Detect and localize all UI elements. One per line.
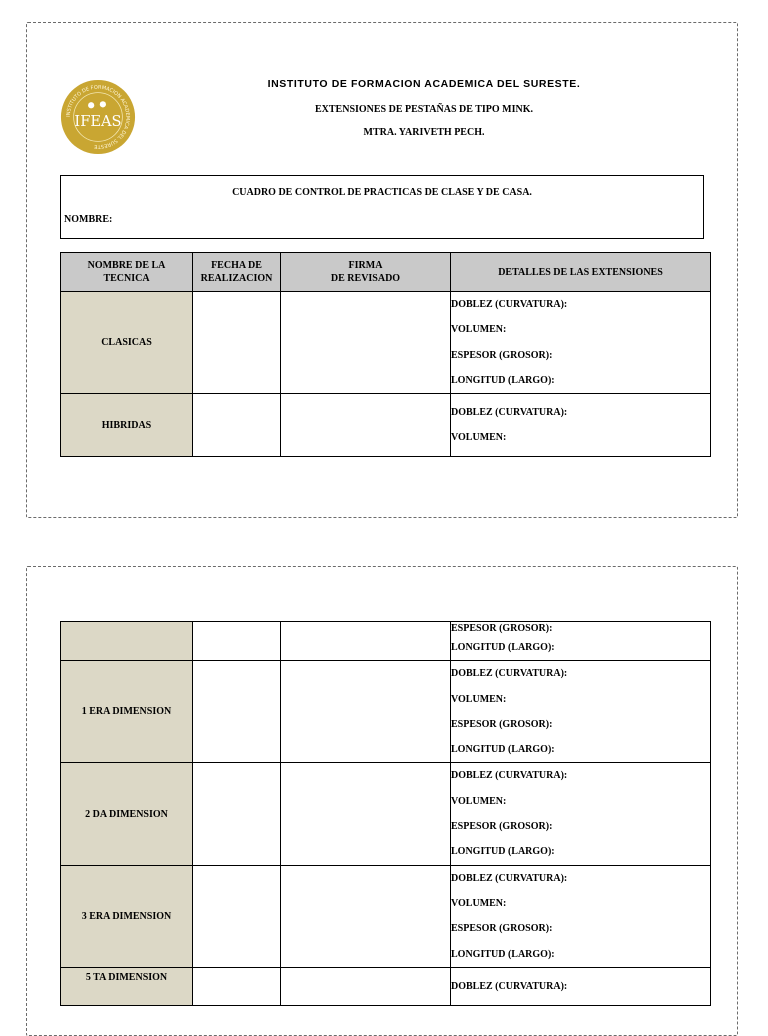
- control-title: CUADRO DE CONTROL DE PRACTICAS DE CLASE Y DE CASA.: [232, 187, 532, 198]
- table-row: [61, 967, 711, 1005]
- detail-line: DOBLEZ (CURVATURA):: [451, 668, 568, 680]
- signature-cell[interactable]: [281, 292, 451, 394]
- date-cell[interactable]: [193, 292, 281, 394]
- control-box: [60, 175, 704, 239]
- institute-title: INSTITUTO DE FORMACION ACADEMICA DEL SURESTE.: [267, 78, 581, 90]
- name-label: NOMBRE:: [64, 214, 113, 225]
- practice-table-page-1: [60, 252, 711, 457]
- detail-line: ESPESOR (GROSOR):: [451, 923, 553, 935]
- detail-line: VOLUMEN:: [451, 897, 507, 909]
- details-cell: [451, 967, 711, 1005]
- signature-cell[interactable]: [281, 967, 451, 1005]
- signature-cell[interactable]: [281, 865, 451, 967]
- logo-text: IFEAS: [74, 112, 122, 130]
- header-details: DETALLES DE LAS EXTENSIONES: [451, 253, 711, 292]
- detail-line: VOLUMEN:: [451, 693, 507, 705]
- table-row: [61, 292, 711, 394]
- detail-line: DOBLEZ (CURVATURA):: [451, 872, 568, 884]
- table-row: [61, 622, 711, 661]
- table-row: [61, 661, 711, 763]
- practice-table-page-2: [60, 621, 711, 1006]
- detail-line: LONGITUD (LARGO):: [451, 642, 555, 653]
- technique-cell: HIBRIDAS: [61, 394, 193, 457]
- header-technique: NOMBRE DE LA TECNICA: [61, 253, 193, 292]
- details-cell: [451, 292, 711, 394]
- detail-line: ESPESOR (GROSOR):: [451, 349, 553, 361]
- details-cell: [451, 763, 711, 865]
- detail-line: LONGITUD (LARGO):: [451, 846, 555, 858]
- detail-line: DOBLEZ (CURVATURA):: [451, 299, 568, 310]
- technique-cell: [61, 622, 193, 661]
- technique-cell: 2 DA DIMENSION: [61, 763, 193, 865]
- detail-line: ESPESOR (GROSOR):: [451, 718, 553, 730]
- detail-line: LONGITUD (LARGO):: [451, 948, 555, 960]
- date-cell[interactable]: [193, 763, 281, 865]
- signature-cell[interactable]: [281, 394, 451, 457]
- detail-line: DOBLEZ (CURVATURA):: [451, 770, 568, 782]
- table-header-row: [61, 253, 711, 292]
- technique-cell: 3 ERA DIMENSION: [61, 865, 193, 967]
- technique-cell: CLASICAS: [61, 292, 193, 394]
- table-row: [61, 394, 711, 457]
- date-cell[interactable]: [193, 967, 281, 1005]
- details-cell: [451, 394, 711, 457]
- logo-ring-text: INSTITUTO DE FORMACION ACADEMICA DEL SURESTE: [65, 84, 131, 150]
- institute-logo: [59, 78, 137, 156]
- document-page-2: [26, 566, 738, 1036]
- details-cell: [451, 622, 711, 661]
- detail-line: VOLUMEN:: [451, 432, 507, 444]
- table-row: [61, 865, 711, 967]
- header-date: FECHA DE REALIZACION: [193, 253, 281, 292]
- date-cell[interactable]: [193, 865, 281, 967]
- course-title: EXTENSIONES DE PESTAÑAS DE TIPO MINK.: [314, 104, 533, 115]
- signature-cell[interactable]: [281, 661, 451, 763]
- signature-cell[interactable]: [281, 763, 451, 865]
- date-cell[interactable]: [193, 661, 281, 763]
- detail-line: VOLUMEN:: [451, 324, 507, 336]
- detail-line: VOLUMEN:: [451, 795, 507, 807]
- date-cell[interactable]: [193, 394, 281, 457]
- detail-line: LONGITUD (LARGO):: [451, 374, 555, 386]
- technique-cell: 1 ERA DIMENSION: [61, 661, 193, 763]
- detail-line: DOBLEZ (CURVATURA):: [451, 406, 568, 418]
- detail-line: DOBLEZ (CURVATURA):: [451, 980, 568, 992]
- date-cell[interactable]: [193, 622, 281, 661]
- document-page-1: [26, 22, 738, 518]
- detail-line: ESPESOR (GROSOR):: [451, 623, 553, 634]
- detail-line: ESPESOR (GROSOR):: [451, 821, 553, 833]
- details-cell: [451, 865, 711, 967]
- signature-cell[interactable]: [281, 622, 451, 661]
- detail-line: LONGITUD (LARGO):: [451, 744, 555, 756]
- teacher-name: MTRA. YARIVETH PECH.: [363, 127, 485, 138]
- details-cell: [451, 661, 711, 763]
- table-row: [61, 763, 711, 865]
- header-signature: FIRMA DE REVISADO: [281, 253, 451, 292]
- technique-cell: 5 TA DIMENSION: [61, 967, 193, 1005]
